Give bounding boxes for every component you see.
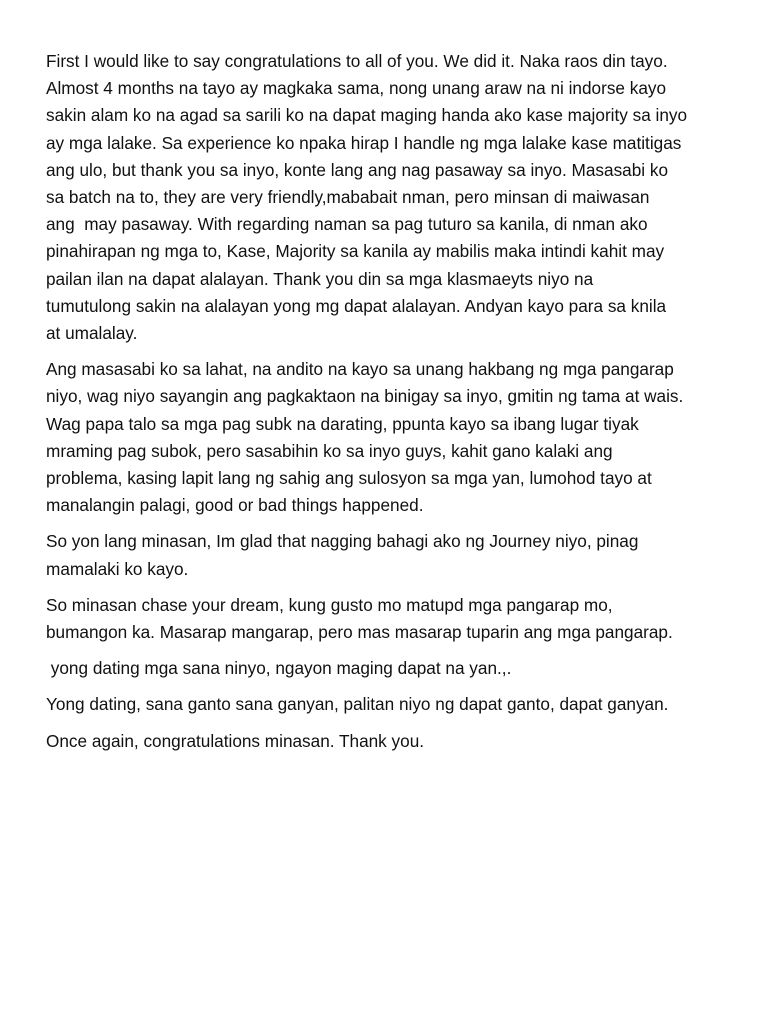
paragraph-3: [46, 528, 726, 582]
text-line: Almost 4 months na tayo ay magkaka sama, nong unang araw na ni indorse kayo: [46, 78, 667, 99]
paragraph-4: [46, 592, 726, 646]
text-line: pinahirapan ng mga to, Kase, Majority sa kanila ay mabilis maka intindi kahit may: [46, 241, 665, 262]
text-line: sakin alam ko na agad sa sarili ko na dapat maging handa ako kase majority sa inyo: [46, 105, 688, 126]
text-line: mraming pag subok, pero sasabihin ko sa inyo guys, kahit gano kalaki ang: [46, 440, 613, 461]
text-line: mamalaki ko kayo.: [46, 558, 189, 579]
text-line: at umalalay.: [46, 323, 138, 344]
paragraph-5: [46, 655, 726, 682]
text-line: ay mga lalake. Sa experience ko npaka hirap I handle ng mga lalake kase matitigas: [46, 132, 682, 153]
text-line: problema, kasing lapit lang ng sahig ang sulosyon sa mga yan, lumohod tayo at: [46, 468, 652, 489]
document-page: [46, 48, 726, 764]
text-line: So yon lang minasan, Im glad that nagging bahagi ako ng Journey niyo, pinag: [46, 531, 639, 552]
text-line: sa batch na to, they are very friendly,mababait nman, pero minsan di maiwasan: [46, 187, 650, 208]
text-line: Ang masasabi ko sa lahat, na andito na kayo sa unang hakbang ng mga pangarap: [46, 359, 674, 380]
text-line: Wag papa talo sa mga pag subk na darating, ppunta kayo sa ibang lugar tiyak: [46, 413, 639, 434]
text-line: manalangin palagi, good or bad things happened.: [46, 495, 424, 516]
paragraph-6: [46, 691, 726, 718]
text-line: Once again, congratulations minasan. Thank you.: [46, 730, 425, 751]
paragraph-7: [46, 728, 726, 755]
text-line: bumangon ka. Masarap mangarap, pero mas masarap tuparin ang mga pangarap.: [46, 622, 673, 643]
text-line: ang ulo, but thank you sa inyo, konte lang ang nag pasaway sa inyo. Masasabi ko: [46, 159, 669, 180]
text-line: tumutulong sakin na alalayan yong mg dapat alalayan. Andyan kayo para sa knila: [46, 295, 667, 316]
text-line: niyo, wag niyo sayangin ang pagkaktaon na binigay sa inyo, gmitin ng tama at wais.: [46, 386, 684, 407]
text-line: First I would like to say congratulations to all of you. We did it. Naka raos din tayo.: [46, 51, 668, 71]
text-line: So minasan chase your dream, kung gusto mo matupd mga pangarap mo,: [46, 594, 613, 615]
text-line: yong dating mga sana ninyo, ngayon maging dapat na yan.,.: [46, 658, 512, 679]
paragraph-2: [46, 356, 726, 519]
text-line: Yong dating, sana ganto sana ganyan, palitan niyo ng dapat ganto, dapat ganyan.: [46, 694, 669, 715]
text-line: ang may pasaway. With regarding naman sa pag tuturo sa kanila, di nman ako: [46, 214, 648, 235]
paragraph-1: [46, 48, 726, 347]
text-line: pailan ilan na dapat alalayan. Thank you din sa mga klasmaeyts niyo na: [46, 268, 594, 289]
